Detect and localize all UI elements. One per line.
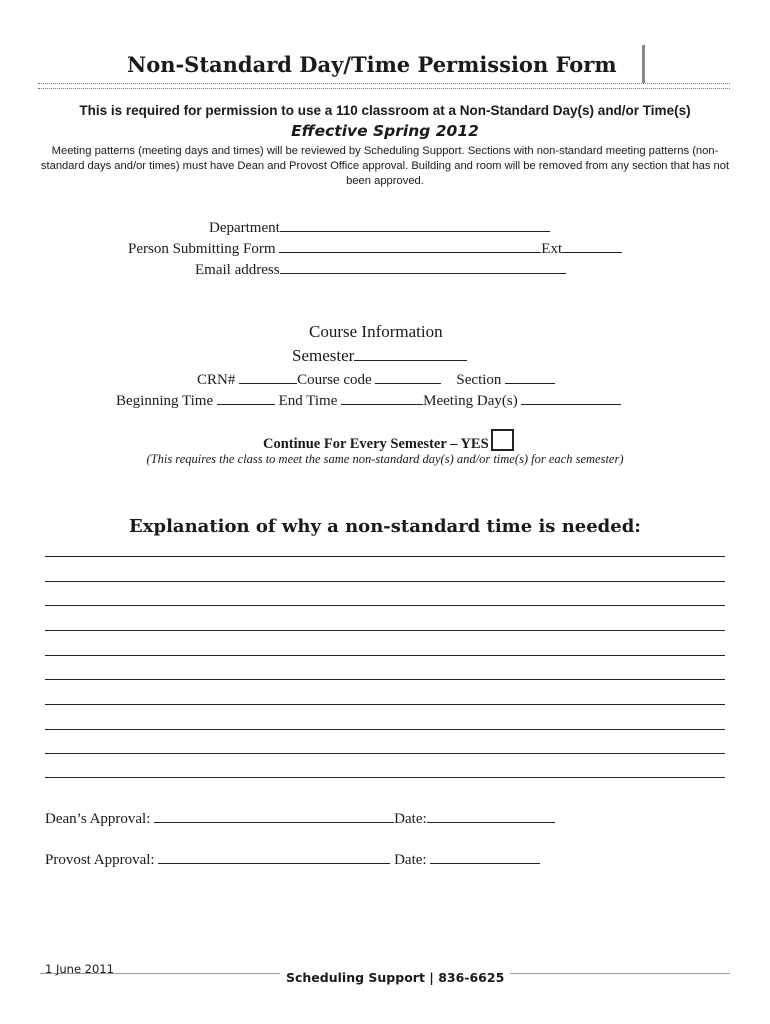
email-label: Email address [195, 262, 280, 278]
explanation-line[interactable] [45, 556, 725, 557]
footer-date: 1 June 2011 [45, 962, 114, 976]
department-field[interactable] [280, 218, 550, 232]
dean-date-field[interactable] [427, 809, 555, 823]
department-label: Department [209, 220, 280, 236]
crn-row [197, 370, 555, 389]
person-row [128, 239, 622, 258]
email-field[interactable] [280, 260, 566, 274]
explanation-line[interactable] [45, 630, 725, 631]
requirement-text: This is required for permission to use a 110 classroom at a Non-Standard Day(s) and/or Time(s) [79, 103, 691, 118]
continue-label: Continue For Every Semester – YES [263, 436, 489, 452]
begin-time-field[interactable] [217, 391, 275, 405]
explanation-line[interactable] [45, 729, 725, 730]
course-code-label: Course code [297, 372, 372, 388]
provost-approval-label: Provost Approval: [45, 852, 155, 868]
footer-contact: Scheduling Support | 836-6625 [280, 970, 510, 985]
section-label: Section [456, 372, 502, 388]
ext-label: Ext [541, 241, 563, 257]
explanation-line[interactable] [45, 753, 725, 754]
person-field[interactable] [279, 239, 541, 253]
section-field[interactable] [505, 370, 555, 384]
semester-label: Semester [292, 346, 355, 365]
explanation-line[interactable] [45, 777, 725, 778]
title-rule [38, 83, 730, 89]
continue-note: (This requires the class to meet the same non-standard day(s) and/or time(s) for each semester) [146, 452, 624, 466]
course-heading: Course Information [309, 322, 443, 341]
continue-checkbox[interactable] [491, 429, 514, 451]
end-time-field[interactable] [341, 391, 423, 405]
dean-approval-label: Dean’s Approval: [45, 811, 151, 827]
email-row [195, 260, 566, 279]
meeting-days-field[interactable] [521, 391, 621, 405]
explanation-line[interactable] [45, 704, 725, 705]
provost-date-field[interactable] [430, 850, 540, 864]
provost-signature-field[interactable] [158, 850, 390, 864]
explanation-line[interactable] [45, 581, 725, 582]
semester-field[interactable] [354, 347, 467, 361]
person-label: Person Submitting Form [128, 241, 276, 257]
course-code-field[interactable] [375, 370, 441, 384]
dean-approval-row [45, 809, 555, 828]
crn-label: CRN# [197, 372, 236, 388]
department-row [209, 218, 550, 237]
time-row [116, 391, 621, 410]
form-title: Non-Standard Day/Time Permission Form [127, 52, 617, 77]
crn-field[interactable] [239, 370, 297, 384]
review-note: Meeting patterns (meeting days and times) will be reviewed by Scheduling Support. Sections with non-standard meeting patterns (non-standard days and/or times) must have Dean and Provost Office approval. Building and room will be removed from any section that has not been approved. [40, 145, 730, 187]
explanation-line[interactable] [45, 679, 725, 680]
explanation-heading: Explanation of why a non-standard time is needed: [129, 516, 641, 537]
explanation-line[interactable] [45, 605, 725, 606]
title-divider [642, 45, 645, 83]
provost-approval-row [45, 850, 540, 869]
dean-signature-field[interactable] [154, 809, 394, 823]
explanation-line[interactable] [45, 655, 725, 656]
semester-row [292, 346, 467, 366]
begin-time-label: Beginning Time [116, 393, 214, 409]
ext-field[interactable] [562, 239, 622, 253]
dean-date-label: Date: [394, 811, 427, 827]
end-time-label: End Time [278, 393, 338, 409]
provost-date-label: Date: [394, 852, 427, 868]
effective-date: Effective Spring 2012 [291, 122, 479, 140]
meeting-days-label: Meeting Day(s) [423, 393, 518, 409]
continue-row [263, 429, 514, 453]
